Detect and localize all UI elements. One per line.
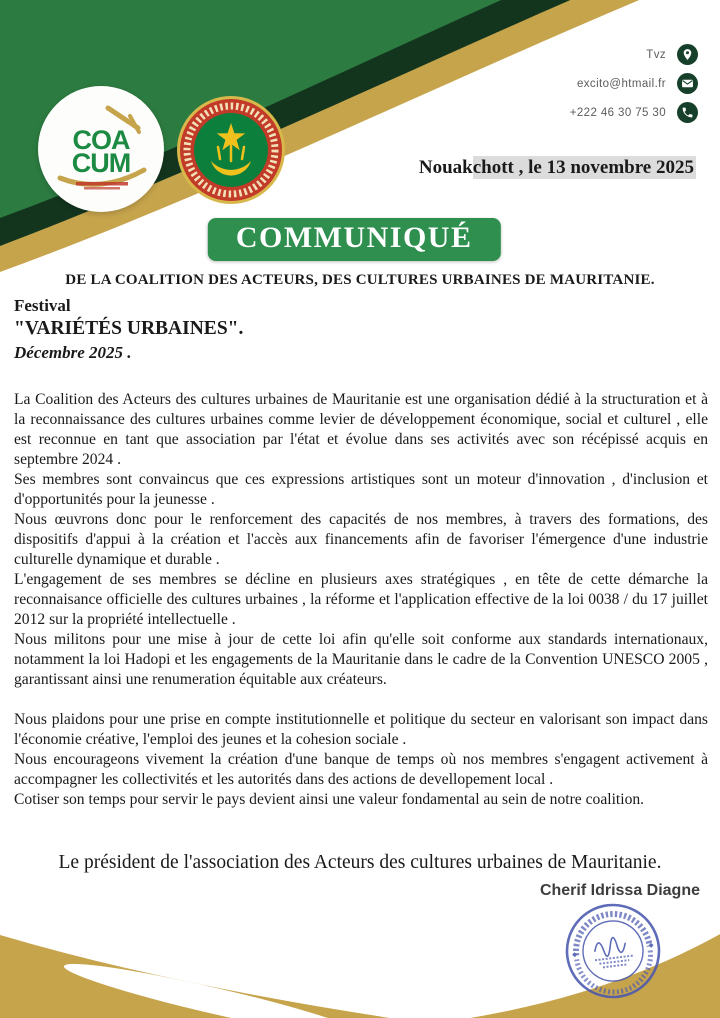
- contact-info: [570, 44, 698, 123]
- contact-phone-row: [570, 102, 698, 123]
- body-paragraph: L'engagement de ses membres se décline en plusieurs axes stratégiques , en tête de cette démarche la reconnaisance officielle des cultures urbaines , la réforme et l'application effective de la loi 0038 / du 17 juillet 2012 sur la propriété intellectuelle .: [14, 571, 708, 628]
- body-text: [14, 390, 708, 810]
- date-city-prefix: Nouak: [418, 157, 473, 178]
- event-date: Décembre 2025 .: [14, 342, 132, 362]
- body-paragraph: Nous encourageons vivement la création d'une banque de temps où nos membres s'engagent activement à accompagner les collectivités et les autorités dans des actions de devellopement local .: [14, 751, 708, 788]
- contact-location-row: [570, 44, 698, 65]
- contact-phone-text: +222 46 30 75 30: [569, 106, 666, 119]
- date-highlighted-part: chott , le 13 novembre 2025: [472, 157, 694, 178]
- signatory-name: Cherif Idrissa Diagne: [539, 882, 700, 899]
- contact-email-text: excito@htmail.fr: [576, 77, 666, 90]
- contact-email-row: [570, 73, 698, 94]
- event-title: "VARIÉTÉS URBAINES".: [14, 317, 244, 339]
- coacum-logo-line2: CUM: [71, 148, 131, 178]
- event-festival-label: Festival: [14, 296, 71, 315]
- body-paragraph: Nous œuvrons donc pour le renforcement des capacités de nos membres, à travers des formations, des dispositifs d'appui à la création et l'accès aux financements afin de favoriser l'émergence d'une industrie culturelle dynamique et durable .: [14, 511, 708, 568]
- email-icon: [677, 73, 698, 94]
- coacum-logo: [38, 86, 164, 212]
- coacum-logo-line1: COA: [72, 125, 130, 155]
- official-stamp: [557, 895, 668, 1006]
- body-paragraph: La Coalition des Acteurs des cultures urbaines de Mauritanie est une organisation dédié à la structuration et à la reconnaissance des cultures urbaines comme levier de développement économique, social et culturel , elle est reconnue en tant que association par l'état et évolue dans ses activités avec son récépissé acquis en septembre 2024 .: [14, 391, 708, 468]
- mauritania-emblem: [176, 95, 286, 205]
- body-paragraph: Nous plaidons pour une prise en compte institutionnelle et politique du secteur en valorisant son impact dans l'économie créative, l'emploi des jeunes et la cohesion sociale .: [14, 711, 708, 748]
- phone-icon: [677, 102, 698, 123]
- contact-location-text: Tvz: [646, 48, 666, 61]
- communique-banner: COMMUNIQUÉ: [208, 218, 501, 261]
- body-paragraph: Nous militons pour une mise à jour de cette loi afin qu'elle soit conforme aux standards internationaux, notamment la loi Hadopi et les engagements de la Mauritanie dans le cadre de la Convention UNESCO 2005 , garantissant ainsi une renumeration équitable aux créateurs.: [14, 631, 708, 688]
- event-block: [14, 295, 243, 363]
- communique-subtitle: DE LA COALITION DES ACTEURS, DES CULTURES URBAINES DE MAURITANIE.: [65, 272, 655, 288]
- body-paragraph: Cotiser son temps pour servir le pays devient ainsi une valeur fondamental au sein de notre coalition.: [14, 791, 645, 808]
- date-line: [419, 157, 696, 179]
- body-paragraph: Ses membres sont convaincus que ces expressions artistiques sont un moteur d'innovation , d'inclusion et d'opportunités pour la jeunesse .: [14, 471, 708, 508]
- closing-line: Le président de l'association des Acteurs des cultures urbaines de Mauritanie.: [58, 852, 662, 873]
- location-pin-icon: [677, 44, 698, 65]
